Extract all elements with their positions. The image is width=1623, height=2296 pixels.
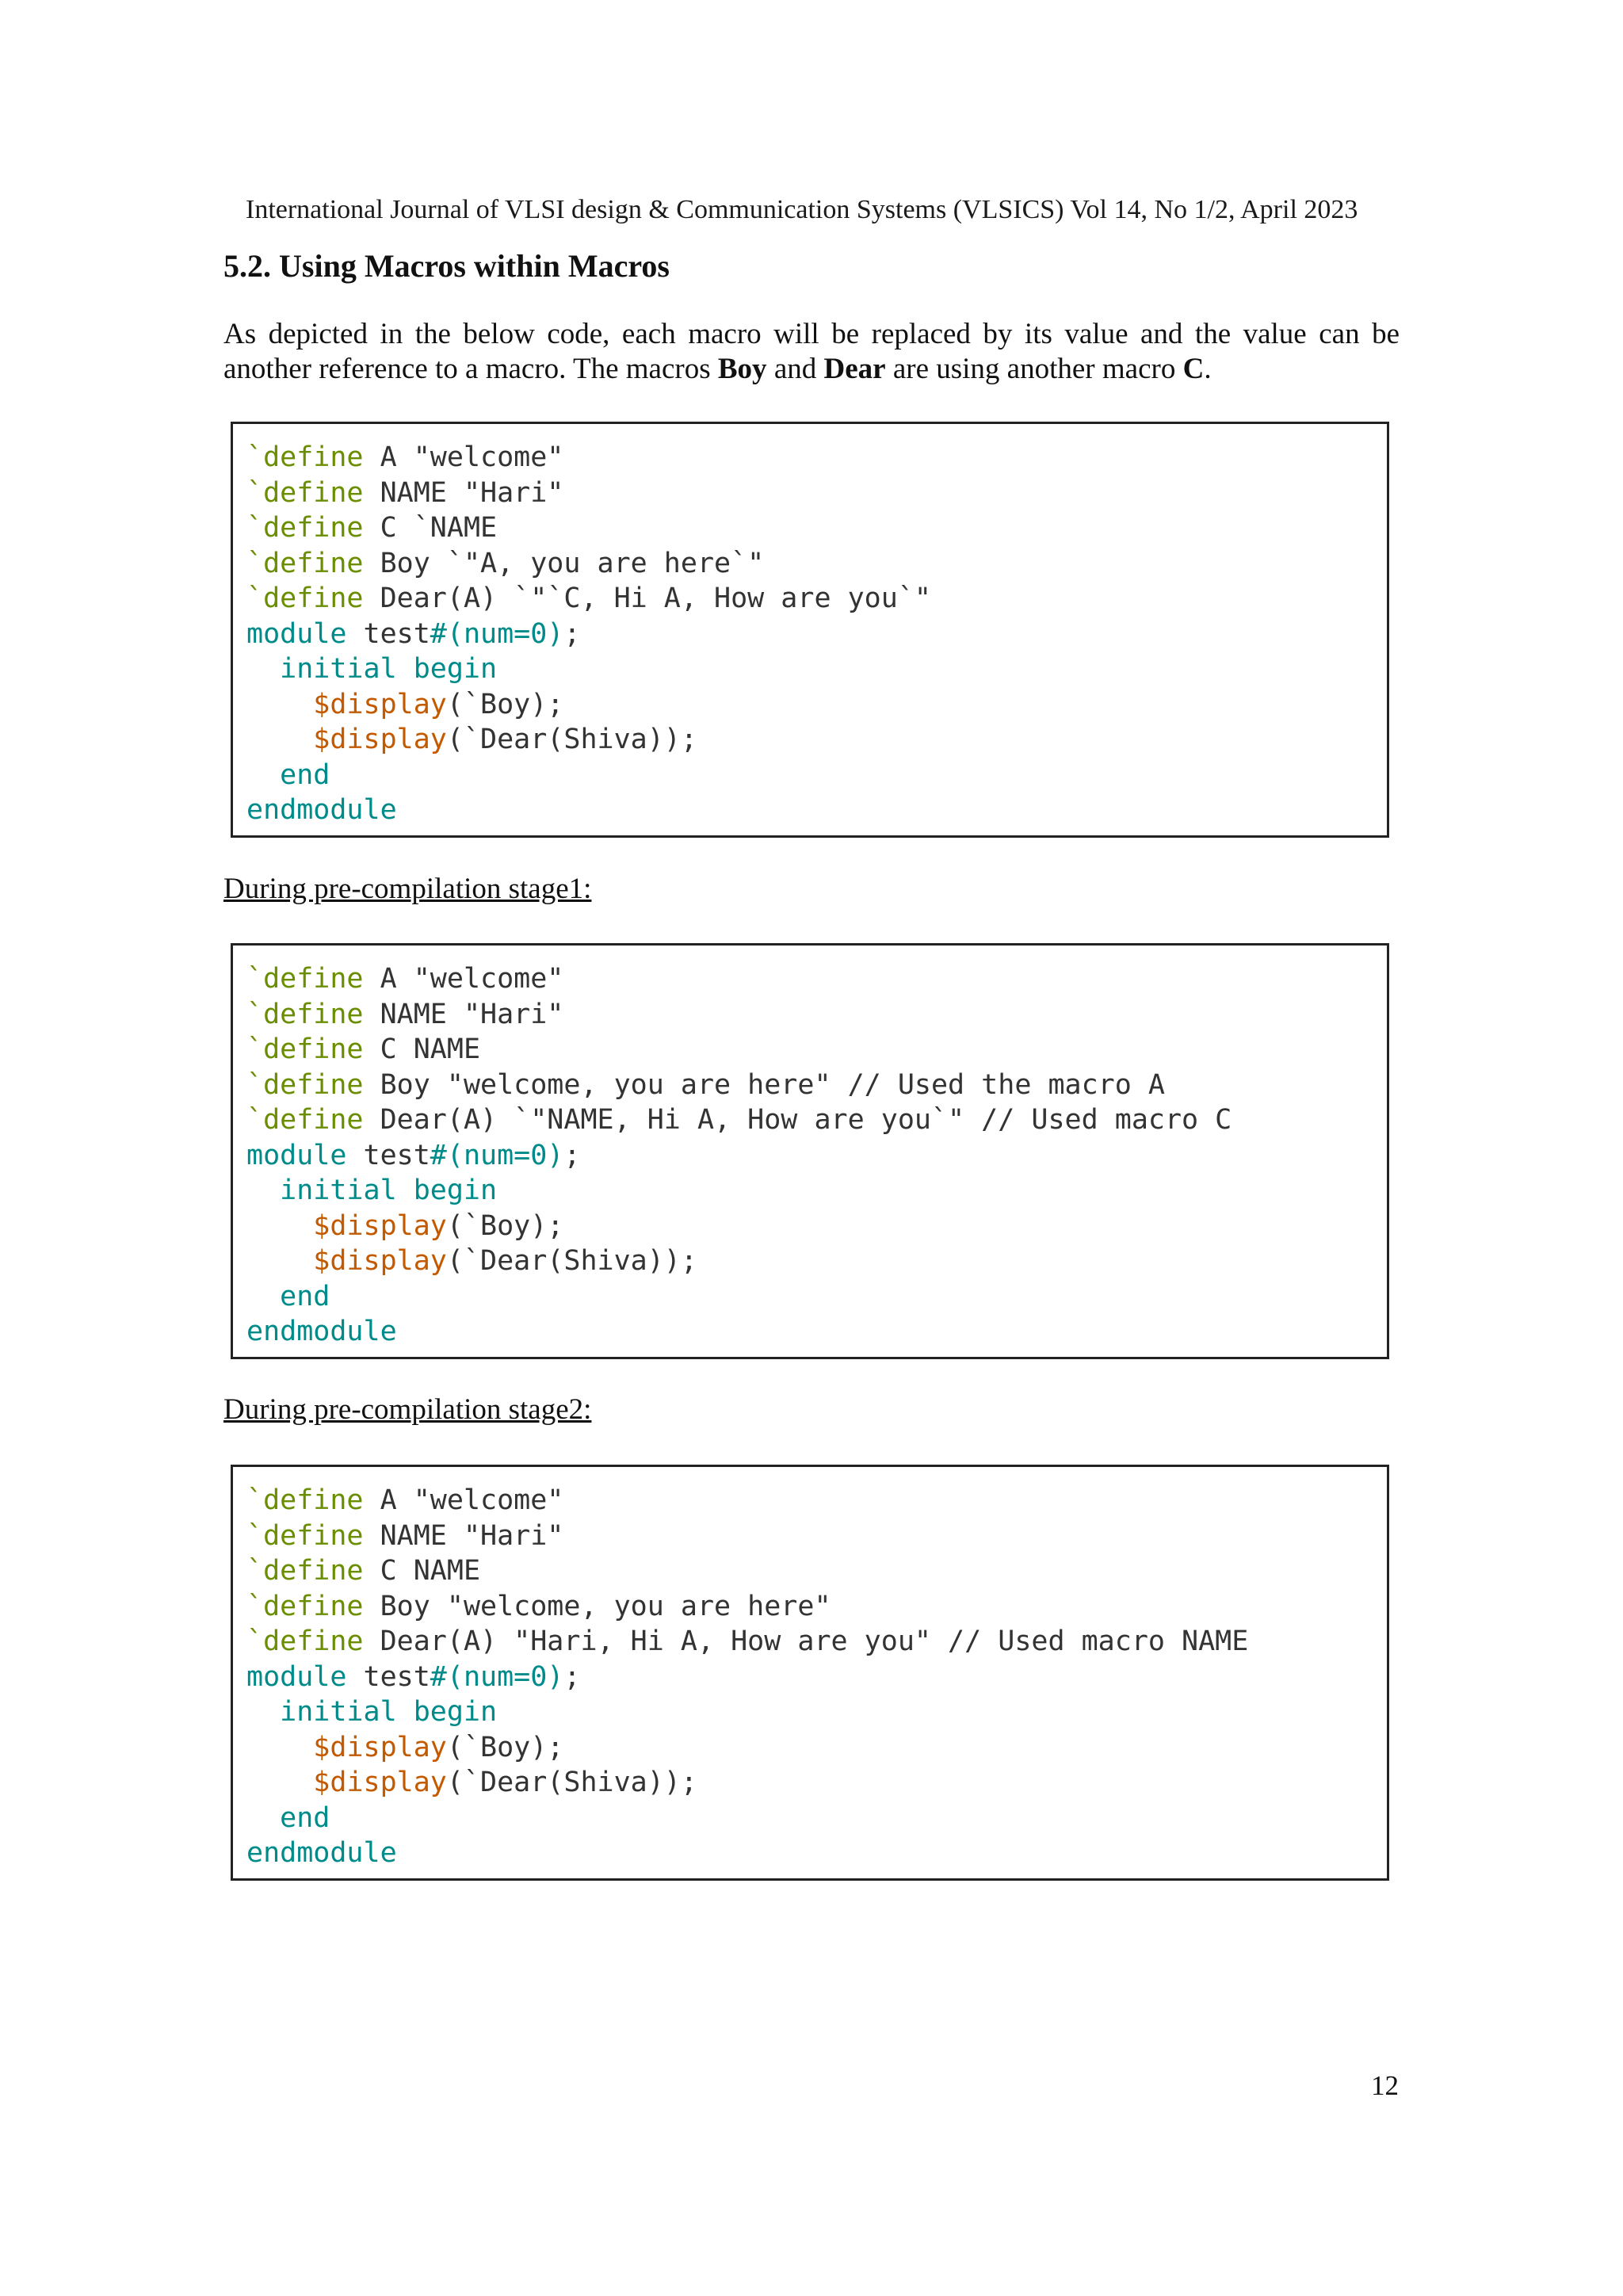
code-line <box>246 440 1387 476</box>
code-token: (`Boy); <box>446 688 564 720</box>
code-line <box>246 722 1387 758</box>
code-token: NAME "Hari" <box>363 998 564 1030</box>
code-line <box>246 793 1387 828</box>
code-token: initial begin <box>246 1696 498 1728</box>
code-token: end <box>246 1280 330 1312</box>
code-line <box>246 1209 1387 1244</box>
code-token: test <box>346 617 430 650</box>
code-line <box>246 1279 1387 1315</box>
code-token: end <box>246 758 330 791</box>
code-token: NAME "Hari" <box>363 1519 564 1552</box>
code-token: `define <box>246 1033 364 1065</box>
code-line <box>246 1244 1387 1279</box>
code-line <box>246 510 1387 546</box>
code-line <box>246 997 1387 1033</box>
code-line <box>246 758 1387 793</box>
code-token: `define <box>246 1590 364 1622</box>
code-token: initial begin <box>246 653 498 685</box>
code-line <box>246 581 1387 617</box>
code-token: module <box>246 1660 347 1693</box>
code-line <box>246 1624 1387 1660</box>
code-token: $display <box>313 1245 447 1277</box>
code-line <box>246 476 1387 511</box>
code-token: `define <box>246 998 364 1030</box>
code-token: Dear(A) "Hari, Hi A, How are you" // Used macro NAME <box>363 1626 1249 1657</box>
code-token <box>246 1245 313 1277</box>
code-block-stage1 <box>231 943 1389 1359</box>
code-token: `define <box>246 583 364 614</box>
code-token: Boy "welcome, you are here" // Used the macro A <box>363 1068 1165 1101</box>
code-token: ; <box>563 1139 581 1171</box>
code-token: #(num=0) <box>430 1139 564 1171</box>
code-token: end <box>246 1801 330 1834</box>
stage2-label: During pre-compilation stage2: <box>223 1393 592 1426</box>
code-token: `define <box>246 441 364 473</box>
code-token: $display <box>313 1731 447 1763</box>
code-token: initial begin <box>246 1175 498 1206</box>
intro-bold-dear: Dear <box>823 353 886 385</box>
code-token <box>246 724 313 755</box>
code-token: endmodule <box>246 1316 397 1347</box>
stage1-label: During pre-compilation stage1: <box>223 873 592 905</box>
code-token: `define <box>246 1519 364 1552</box>
code-token: `define <box>246 512 364 544</box>
code-line <box>246 617 1387 652</box>
code-token: NAME "Hari" <box>363 476 564 509</box>
code-line <box>246 1519 1387 1554</box>
code-block-original <box>231 422 1389 838</box>
code-token: `define <box>246 1484 364 1516</box>
page-number: 12 <box>1371 2070 1399 2101</box>
code-token: A "welcome" <box>363 441 564 473</box>
code-token: `define <box>246 476 364 509</box>
code-token: Boy `"A, you are here`" <box>363 547 765 579</box>
code-line <box>246 1102 1387 1138</box>
code-token: (`Boy); <box>446 1731 564 1763</box>
code-token: test <box>346 1660 430 1693</box>
intro-paragraph <box>223 317 1400 387</box>
code-token: `define <box>246 1555 364 1587</box>
code-token: Boy "welcome, you are here" <box>363 1590 831 1622</box>
code-token: (`Boy); <box>446 1209 564 1242</box>
intro-bold-boy: Boy <box>717 353 767 385</box>
intro-text-1: As depicted in the below code, each macro will be replaced by its value and the value can be another reference to a macro. The macros <box>223 318 1400 385</box>
code-token: C NAME <box>363 1033 481 1065</box>
code-line <box>246 1801 1387 1836</box>
code-line <box>246 1730 1387 1766</box>
code-token: #(num=0) <box>430 1660 564 1693</box>
code-token: ; <box>563 1660 581 1693</box>
code-token: (`Dear(Shiva)); <box>446 1245 697 1277</box>
code-line <box>246 651 1387 687</box>
code-token <box>246 1210 313 1242</box>
code-line <box>246 1694 1387 1730</box>
code-line <box>246 961 1387 997</box>
code-token: $display <box>313 1767 447 1798</box>
code-line <box>246 1765 1387 1801</box>
code-token: `define <box>246 963 364 995</box>
intro-text-4: . <box>1204 353 1212 385</box>
code-token: module <box>246 1139 347 1171</box>
code-token <box>246 1767 313 1798</box>
code-line <box>246 1660 1387 1695</box>
code-token: (`Dear(Shiva)); <box>446 1767 697 1798</box>
code-token: endmodule <box>246 794 397 826</box>
running-header: International Journal of VLSI design & Communication Systems (VLSICS) Vol 14, No 1/2, April 2023 <box>246 195 1358 224</box>
code-token: C NAME <box>363 1555 481 1587</box>
code-token: #(num=0) <box>430 617 564 650</box>
code-token: A "welcome" <box>363 1484 564 1516</box>
intro-text-3: are using another macro <box>885 353 1183 385</box>
code-line <box>246 1314 1387 1350</box>
code-token <box>246 1732 313 1763</box>
code-token: ; <box>563 617 581 650</box>
section-heading: 5.2. Using Macros within Macros <box>223 248 670 284</box>
code-line <box>246 687 1387 723</box>
code-token: $display <box>313 688 447 720</box>
code-token: $display <box>313 724 447 755</box>
code-token: endmodule <box>246 1837 397 1869</box>
intro-bold-c: C <box>1182 353 1205 385</box>
code-token: Dear(A) `"NAME, Hi A, How are you`" // Used macro C <box>363 1104 1232 1136</box>
code-token: $display <box>313 1209 447 1242</box>
code-token: `define <box>246 547 364 579</box>
code-token: `define <box>246 1068 364 1101</box>
code-line <box>246 1483 1387 1519</box>
code-line <box>246 546 1387 582</box>
code-token: A "welcome" <box>363 963 564 995</box>
code-token <box>246 689 313 720</box>
code-line <box>246 1032 1387 1068</box>
code-line <box>246 1836 1387 1871</box>
code-token: C `NAME <box>363 512 498 544</box>
code-line <box>246 1138 1387 1174</box>
code-token: `define <box>246 1104 364 1136</box>
code-line <box>246 1553 1387 1589</box>
code-line <box>246 1068 1387 1103</box>
code-token: `define <box>246 1626 364 1657</box>
code-line <box>246 1173 1387 1209</box>
code-token: module <box>246 617 347 650</box>
intro-text-2: and <box>766 353 824 385</box>
code-token: Dear(A) `"`C, Hi A, How are you`" <box>363 583 931 614</box>
code-token: test <box>346 1139 430 1171</box>
code-line <box>246 1589 1387 1625</box>
code-block-stage2 <box>231 1465 1389 1881</box>
code-token: (`Dear(Shiva)); <box>446 724 697 755</box>
